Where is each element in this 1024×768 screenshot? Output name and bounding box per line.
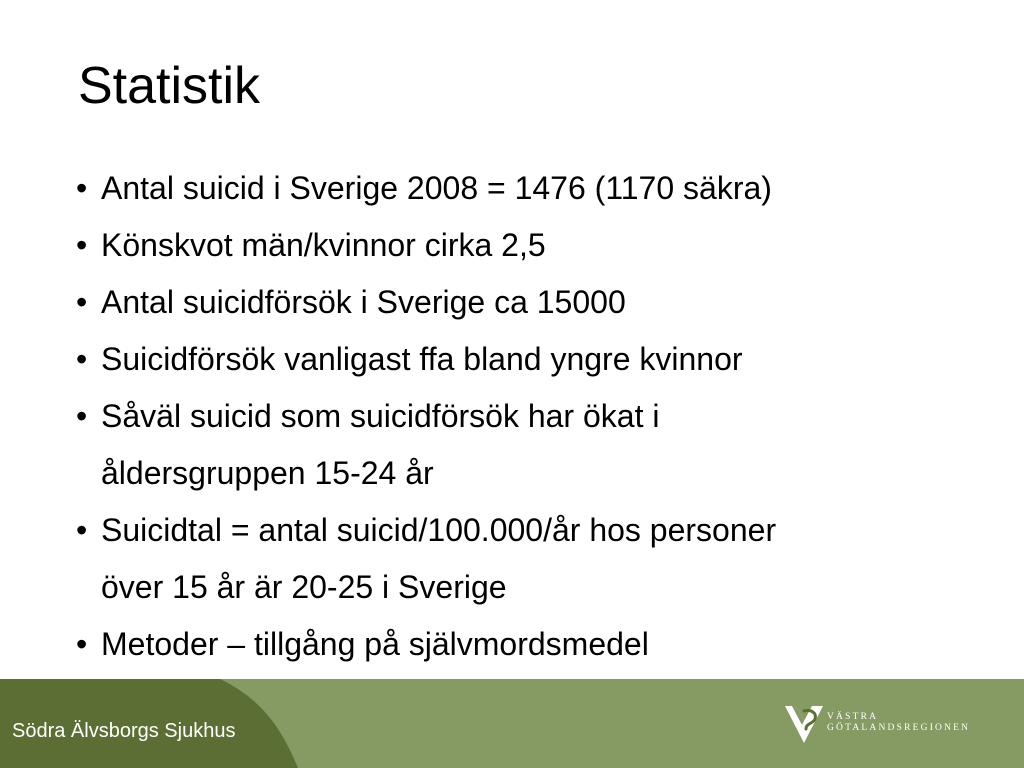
bullet-item [76,502,776,616]
bullet-text: Antal suicid i Sverige 2008 = 1476 (1170 säkra) [101,170,772,206]
footer-band [0,679,1024,768]
slide-title: Statistik [78,57,261,115]
region-logo-icon [784,703,824,747]
bullet-text: Suicidförsök vanligast ffa bland yngre kvinnor [101,341,743,377]
bullet-item [76,274,776,331]
bullet-dot: • [76,227,88,263]
logo-text-line2: GÖTALANDSREGIONEN [827,723,971,733]
bullet-dot: • [76,341,88,377]
bullet-list [76,160,776,673]
bullet-item [76,388,776,502]
bullet-dot: • [76,512,88,548]
region-logo [784,703,984,747]
bullet-text: Antal suicidförsök i Sverige ca 15000 [101,284,626,320]
bullet-text: Metoder – tillgång på självmordsmedel [101,626,649,662]
logo-text-line1: VÄSTRA [827,712,879,722]
bullet-item [76,331,776,388]
bullet-dot: • [76,398,88,434]
bullet-text: Suicidtal = antal suicid/100.000/år hos personer [101,512,777,548]
bullet-item [76,160,776,217]
bullet-dot: • [76,284,88,320]
footer-organization: Södra Älvsborgs Sjukhus [12,720,236,742]
bullet-text-continuation: åldersgruppen 15-24 år [101,455,434,491]
bullet-dot: • [76,170,88,206]
bullet-item [76,616,776,673]
bullet-text: Könskvot män/kvinnor cirka 2,5 [101,227,546,263]
bullet-text-continuation: över 15 år är 20-25 i Sverige [101,569,507,605]
bullet-dot: • [76,626,88,662]
bullet-text: Såväl suicid som suicidförsök har ökat i [101,398,660,434]
bullet-item [76,217,776,274]
